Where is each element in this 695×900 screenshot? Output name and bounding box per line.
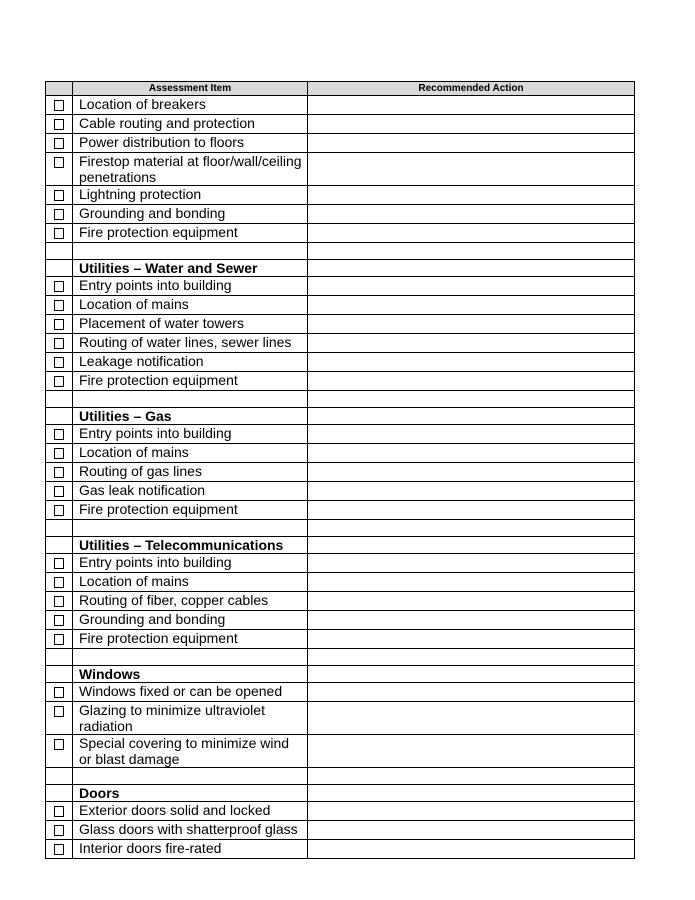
section-heading: Utilities – Gas (73, 408, 308, 425)
checklist-row (46, 573, 635, 592)
checkbox-icon[interactable] (54, 806, 64, 817)
recommended-action-cell[interactable] (308, 334, 635, 353)
empty-check-cell (46, 768, 73, 785)
recommended-action-cell[interactable] (308, 153, 635, 186)
checkbox-icon[interactable] (54, 300, 64, 311)
checkbox-icon[interactable] (54, 357, 64, 368)
checkbox-icon[interactable] (54, 281, 64, 292)
checklist-row (46, 334, 635, 353)
checklist-row (46, 153, 635, 186)
assessment-checklist-table (45, 81, 635, 859)
recommended-action-cell[interactable] (308, 537, 635, 554)
checklist-row (46, 592, 635, 611)
recommended-action-cell[interactable] (308, 611, 635, 630)
assessment-item-text: Special covering to minimize wind or blast damage (73, 735, 308, 768)
checklist-row (46, 277, 635, 296)
assessment-item-text: Entry points into building (73, 554, 308, 573)
assessment-item-text: Cable routing and protection (73, 115, 308, 134)
recommended-action-cell[interactable] (308, 666, 635, 683)
recommended-action-cell[interactable] (308, 134, 635, 153)
checkbox-cell (46, 277, 73, 296)
assessment-item-text: Entry points into building (73, 277, 308, 296)
checkbox-icon[interactable] (54, 376, 64, 387)
checkbox-cell (46, 115, 73, 134)
checklist-row (46, 821, 635, 840)
checkbox-cell (46, 444, 73, 463)
checklist-row (46, 501, 635, 520)
checkbox-cell (46, 353, 73, 372)
assessment-item-text: Routing of water lines, sewer lines (73, 334, 308, 353)
checkbox-icon[interactable] (54, 429, 64, 440)
spacer-row (46, 768, 635, 785)
checkbox-cell (46, 821, 73, 840)
checklist-row (46, 224, 635, 243)
assessment-item-text: Lightning protection (73, 186, 308, 205)
section-heading: Utilities – Water and Sewer (73, 260, 308, 277)
checkbox-icon[interactable] (54, 505, 64, 516)
section-heading: Doors (73, 785, 308, 802)
recommended-action-cell[interactable] (308, 408, 635, 425)
checkbox-icon[interactable] (54, 558, 64, 569)
checklist-row (46, 735, 635, 768)
checkbox-icon[interactable] (54, 448, 64, 459)
checkbox-icon[interactable] (54, 739, 64, 750)
checkbox-icon[interactable] (54, 190, 64, 201)
assessment-item-text: Entry points into building (73, 425, 308, 444)
recommended-action-cell[interactable] (308, 205, 635, 224)
empty-check-cell (46, 666, 73, 683)
recommended-action-cell[interactable] (308, 735, 635, 768)
recommended-action-cell[interactable] (308, 840, 635, 859)
checkbox-icon[interactable] (54, 319, 64, 330)
checkbox-icon[interactable] (54, 467, 64, 478)
table-header-row (46, 82, 635, 96)
assessment-item-text: Location of mains (73, 573, 308, 592)
checkbox-cell (46, 630, 73, 649)
empty-check-cell (46, 408, 73, 425)
checklist-row (46, 444, 635, 463)
section-heading-row (46, 666, 635, 683)
recommended-action-cell[interactable] (308, 683, 635, 702)
checkbox-cell (46, 224, 73, 243)
recommended-action-cell[interactable] (308, 372, 635, 391)
recommended-action-cell[interactable] (308, 391, 635, 408)
header-recommended-action: Recommended Action (308, 82, 635, 96)
empty-check-cell (46, 391, 73, 408)
spacer-row (46, 649, 635, 666)
recommended-action-cell[interactable] (308, 186, 635, 205)
checkbox-cell (46, 153, 73, 186)
checkbox-cell (46, 425, 73, 444)
checkbox-icon[interactable] (54, 228, 64, 239)
assessment-item-text: Fire protection equipment (73, 630, 308, 649)
recommended-action-cell[interactable] (308, 260, 635, 277)
recommended-action-cell[interactable] (308, 802, 635, 821)
assessment-item-text: Power distribution to floors (73, 134, 308, 153)
assessment-item-text: Interior doors fire-rated (73, 840, 308, 859)
checkbox-cell (46, 554, 73, 573)
spacer-row (46, 520, 635, 537)
checkbox-cell (46, 463, 73, 482)
recommended-action-cell[interactable] (308, 482, 635, 501)
recommended-action-cell[interactable] (308, 501, 635, 520)
checkbox-icon[interactable] (54, 486, 64, 497)
assessment-item-text: Location of breakers (73, 96, 308, 115)
empty-check-cell (46, 785, 73, 802)
checkbox-cell (46, 296, 73, 315)
assessment-item-text: Gas leak notification (73, 482, 308, 501)
checkbox-icon[interactable] (54, 119, 64, 130)
checklist-row (46, 372, 635, 391)
recommended-action-cell[interactable] (308, 96, 635, 115)
checklist-row (46, 840, 635, 859)
assessment-item-text: Routing of gas lines (73, 463, 308, 482)
checklist-row (46, 115, 635, 134)
checkbox-icon[interactable] (54, 100, 64, 111)
checkbox-cell (46, 96, 73, 115)
checkbox-icon[interactable] (54, 634, 64, 645)
recommended-action-cell[interactable] (308, 463, 635, 482)
empty-item-cell (73, 391, 308, 408)
header-assessment-item: Assessment Item (73, 82, 308, 96)
assessment-item-text: Exterior doors solid and locked (73, 802, 308, 821)
checkbox-cell (46, 205, 73, 224)
checklist-row (46, 296, 635, 315)
checkbox-cell (46, 186, 73, 205)
checkbox-cell (46, 501, 73, 520)
recommended-action-cell[interactable] (308, 768, 635, 785)
checkbox-icon[interactable] (54, 338, 64, 349)
assessment-item-text: Windows fixed or can be opened (73, 683, 308, 702)
assessment-item-text: Grounding and bonding (73, 205, 308, 224)
assessment-item-text: Routing of fiber, copper cables (73, 592, 308, 611)
empty-item-cell (73, 243, 308, 260)
checkbox-icon[interactable] (54, 138, 64, 149)
checkbox-icon[interactable] (54, 209, 64, 220)
checkbox-cell (46, 611, 73, 630)
recommended-action-cell[interactable] (308, 592, 635, 611)
checkbox-cell (46, 482, 73, 501)
checkbox-cell (46, 840, 73, 859)
checkbox-cell (46, 372, 73, 391)
checkbox-icon[interactable] (54, 687, 64, 698)
assessment-item-text: Glass doors with shatterproof glass (73, 821, 308, 840)
checklist-row (46, 96, 635, 115)
recommended-action-cell[interactable] (308, 821, 635, 840)
checklist-row (46, 315, 635, 334)
recommended-action-cell[interactable] (308, 243, 635, 260)
checklist-row (46, 186, 635, 205)
checkbox-cell (46, 735, 73, 768)
checklist-row (46, 702, 635, 735)
empty-check-cell (46, 260, 73, 277)
checklist-row (46, 353, 635, 372)
empty-item-cell (73, 768, 308, 785)
checklist-row (46, 611, 635, 630)
checkbox-icon[interactable] (54, 706, 64, 717)
recommended-action-cell[interactable] (308, 573, 635, 592)
checkbox-cell (46, 802, 73, 821)
checklist-row (46, 482, 635, 501)
checkbox-icon[interactable] (54, 157, 64, 168)
checklist-row (46, 134, 635, 153)
checklist-row (46, 205, 635, 224)
empty-item-cell (73, 520, 308, 537)
recommended-action-cell[interactable] (308, 785, 635, 802)
recommended-action-cell[interactable] (308, 353, 635, 372)
section-heading-row (46, 785, 635, 802)
assessment-item-text: Fire protection equipment (73, 372, 308, 391)
header-check-column (46, 82, 73, 96)
assessment-item-text: Glazing to minimize ultraviolet radiation (73, 702, 308, 735)
checkbox-cell (46, 334, 73, 353)
recommended-action-cell[interactable] (308, 554, 635, 573)
checklist-row (46, 554, 635, 573)
checkbox-icon[interactable] (54, 844, 64, 855)
assessment-item-text: Fire protection equipment (73, 224, 308, 243)
recommended-action-cell[interactable] (308, 115, 635, 134)
assessment-item-text: Grounding and bonding (73, 611, 308, 630)
checkbox-icon[interactable] (54, 577, 64, 588)
recommended-action-cell[interactable] (308, 315, 635, 334)
empty-item-cell (73, 649, 308, 666)
checkbox-cell (46, 315, 73, 334)
checklist-row (46, 683, 635, 702)
section-heading-row (46, 408, 635, 425)
empty-check-cell (46, 520, 73, 537)
section-heading: Utilities – Telecommunications (73, 537, 308, 554)
checklist-row (46, 630, 635, 649)
assessment-item-text: Firestop material at floor/wall/ceiling penetrations (73, 153, 308, 186)
checkbox-icon[interactable] (54, 596, 64, 607)
section-heading-row (46, 260, 635, 277)
empty-check-cell (46, 243, 73, 260)
recommended-action-cell[interactable] (308, 702, 635, 735)
recommended-action-cell[interactable] (308, 277, 635, 296)
assessment-item-text: Location of mains (73, 296, 308, 315)
assessment-item-text: Leakage notification (73, 353, 308, 372)
recommended-action-cell[interactable] (308, 296, 635, 315)
spacer-row (46, 243, 635, 260)
checkbox-cell (46, 592, 73, 611)
recommended-action-cell[interactable] (308, 224, 635, 243)
checkbox-cell (46, 573, 73, 592)
assessment-item-text: Placement of water towers (73, 315, 308, 334)
recommended-action-cell[interactable] (308, 520, 635, 537)
spacer-row (46, 391, 635, 408)
checklist-row (46, 463, 635, 482)
checkbox-icon[interactable] (54, 825, 64, 836)
checkbox-icon[interactable] (54, 615, 64, 626)
empty-check-cell (46, 649, 73, 666)
section-heading: Windows (73, 666, 308, 683)
checkbox-cell (46, 134, 73, 153)
empty-check-cell (46, 537, 73, 554)
recommended-action-cell[interactable] (308, 425, 635, 444)
table-body (46, 96, 635, 859)
checkbox-cell (46, 702, 73, 735)
checklist-row (46, 802, 635, 821)
checklist-row (46, 425, 635, 444)
recommended-action-cell[interactable] (308, 630, 635, 649)
assessment-item-text: Location of mains (73, 444, 308, 463)
recommended-action-cell[interactable] (308, 444, 635, 463)
section-heading-row (46, 537, 635, 554)
checkbox-cell (46, 683, 73, 702)
recommended-action-cell[interactable] (308, 649, 635, 666)
assessment-item-text: Fire protection equipment (73, 501, 308, 520)
